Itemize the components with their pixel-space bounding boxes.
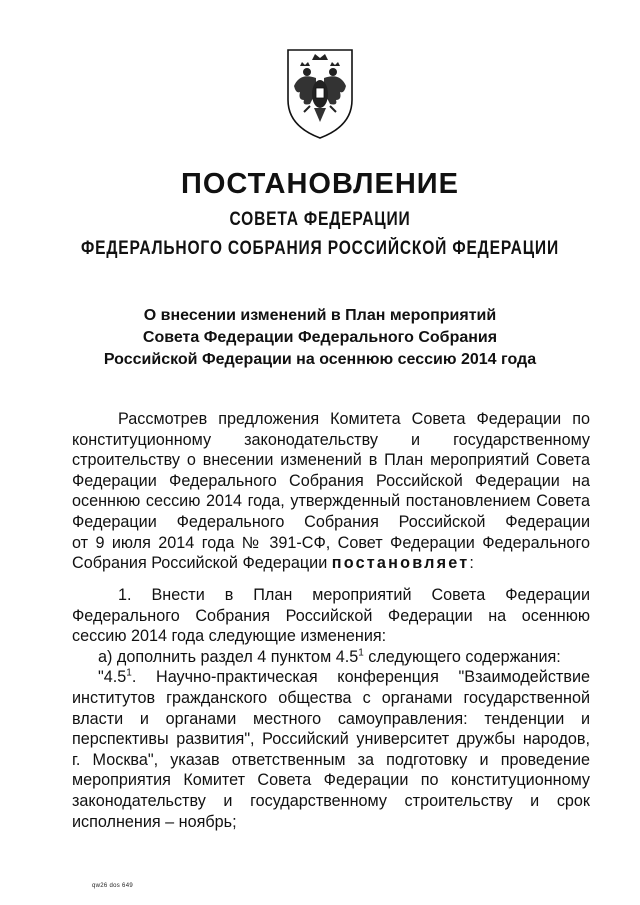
item-1-paragraph: [72, 585, 590, 832]
text-line: мероприятия Комитет Совета Федерации по конституционному: [72, 771, 590, 790]
text-line: власти и органами местного самоуправления: тенденции и: [72, 709, 590, 728]
preamble-paragraph: [72, 409, 590, 574]
text-fragment: Собрания Российской Федерации: [72, 554, 328, 573]
text-fragment: :: [469, 554, 474, 573]
text-fragment: а) дополнить раздел 4 пунктом 4.5: [98, 647, 359, 666]
text-line: институтов гражданского общества с органами государственной: [72, 688, 590, 707]
text-line: строительству о внесении изменений в План мероприятий Совета: [72, 451, 590, 470]
document-issuer-full: ФЕДЕРАЛЬНОГО СОБРАНИЯ РОССИЙСКОЙ ФЕДЕРАЦИИ: [81, 238, 559, 259]
text-line: конституционному законодательству и государственному: [72, 430, 590, 449]
document-issuer: СОВЕТА ФЕДЕРАЦИИ: [229, 209, 411, 230]
text-line: г. Москва", указав ответственным за подготовку и проведение: [72, 750, 590, 769]
text-line: 1. Внести в План мероприятий Совета Федерации: [118, 586, 590, 604]
text-line: Федерации Федерального Собрания Российской Федерации: [72, 512, 590, 531]
text-line: [72, 647, 590, 668]
subject-line: Российской Федерации на осеннюю сессию 2014 года: [103, 351, 537, 368]
text-line: законодательству и государственному строительству и срок: [72, 791, 590, 810]
text-line: [72, 553, 590, 574]
text-line: Федерации Федерального Собрания Российской Федерации на: [72, 471, 590, 490]
text-line: от 9 июля 2014 года № 391-СФ, Совет Федерации Федерального: [72, 533, 590, 552]
text-fragment: следующего содержания:: [363, 647, 561, 666]
text-fragment: "4.5: [98, 668, 127, 687]
text-fragment: . Научно-практическая конференция "Взаимодействие: [131, 668, 590, 687]
document-title: ПОСТАНОВЛЕНИЕ: [181, 168, 459, 200]
coat-of-arms-emblem: [270, 42, 370, 142]
text-line: [72, 667, 590, 688]
decree-word: постановляет: [331, 554, 470, 573]
text-line: осеннюю сессию 2014 года, утвержденный постановлением Совета: [72, 492, 590, 511]
footer-document-code: qw26 dos 649: [92, 883, 133, 889]
text-line: перспективы развития", Российский университет дружбы народов,: [72, 730, 590, 749]
superscript: 1: [358, 647, 364, 659]
text-line: сессию 2014 года следующие изменения:: [72, 627, 387, 646]
subject-line: О внесении изменений в План мероприятий: [143, 307, 497, 324]
document-subject: [60, 305, 580, 371]
text-line: Рассмотрев предложения Комитета Совета Федерации по: [118, 410, 590, 428]
text-line: Федерального Собрания Российской Федерации на осеннюю: [72, 606, 590, 625]
text-line: исполнения – ноябрь;: [72, 812, 237, 831]
subject-line: Совета Федерации Федерального Собрания: [142, 329, 498, 346]
superscript: 1: [126, 667, 132, 679]
